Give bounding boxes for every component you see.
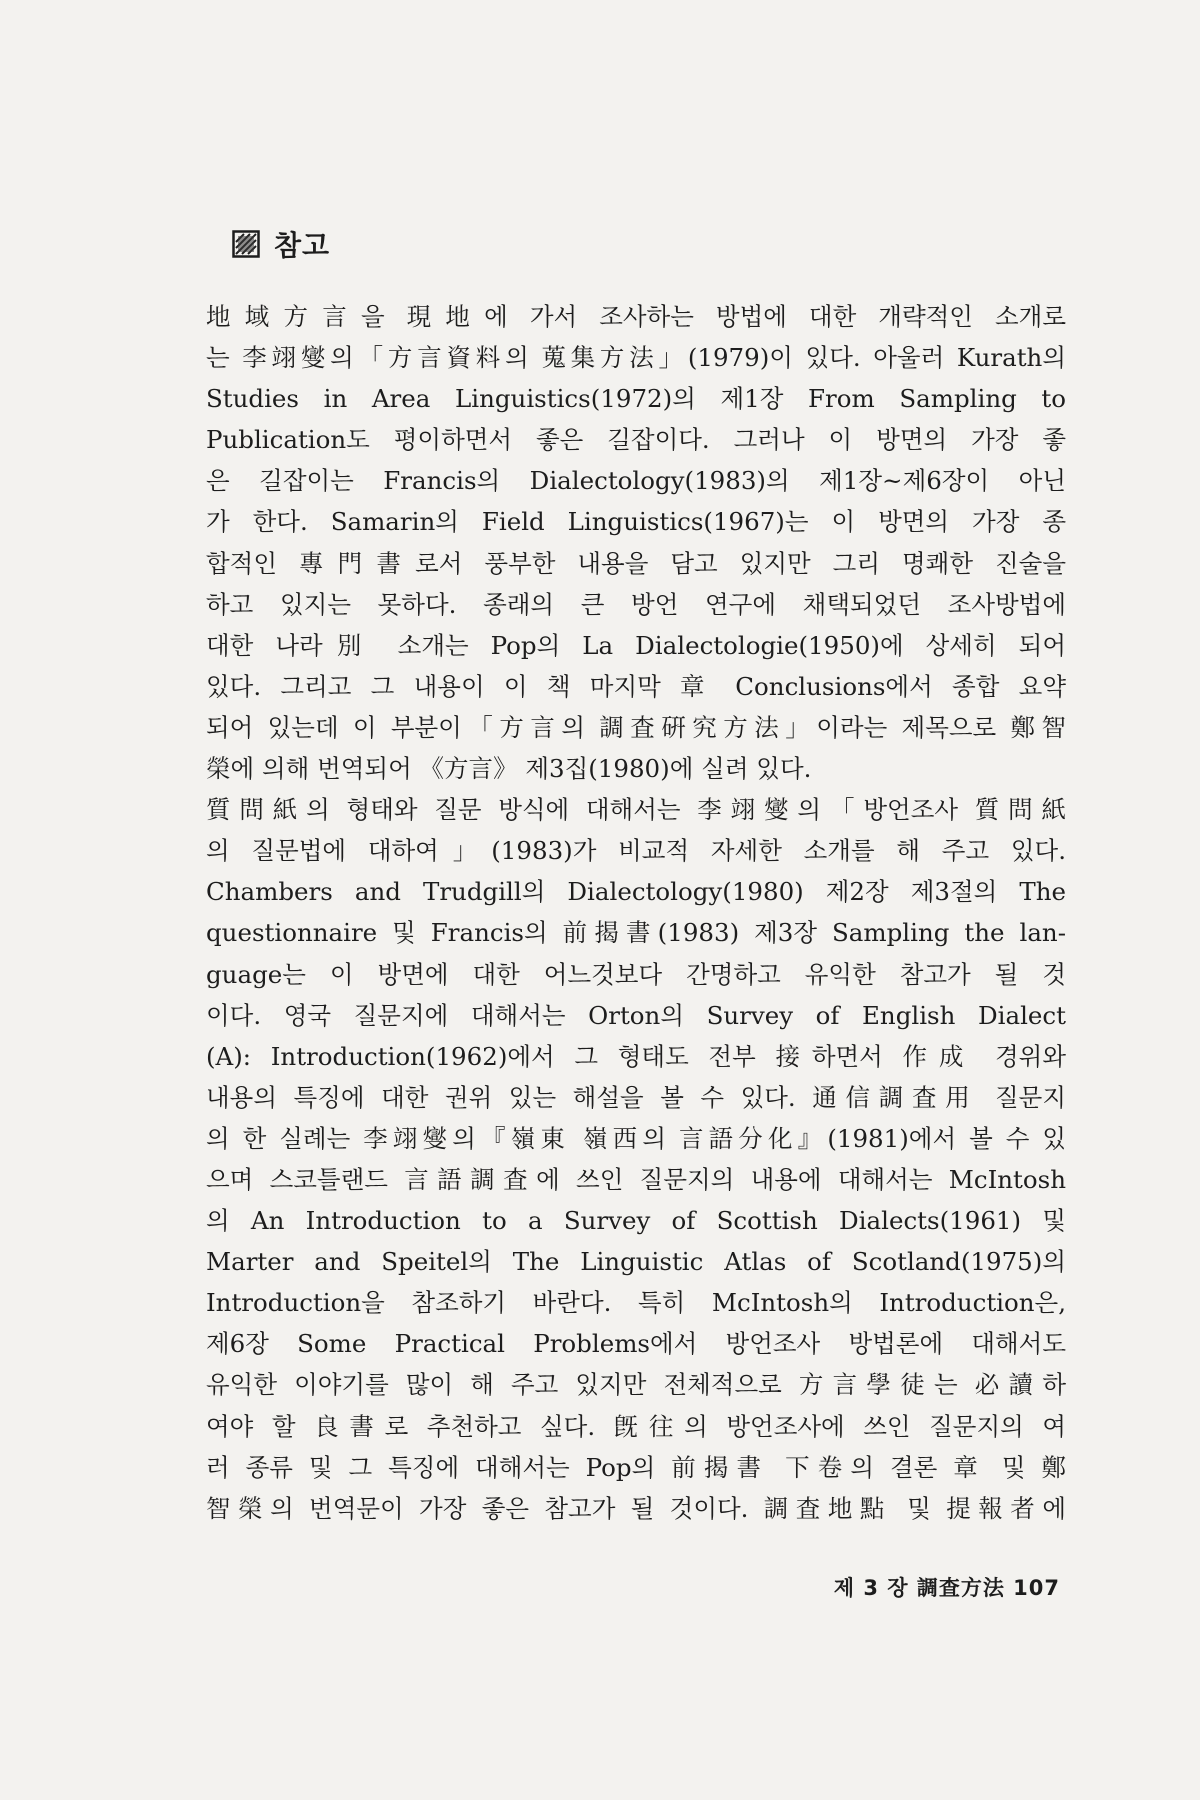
text-line: 되어 있는데 이 부분이「方言의 調査硏究方法」이라는 제목으로 鄭智: [206, 712, 1066, 742]
decorative-square-icon: [232, 230, 260, 258]
text-line: 의 한 실례는 李翊燮의『嶺東 嶺西의 言語分化』(1981)에서 볼 수 있: [206, 1123, 1066, 1153]
text-line: Studies in Area Linguistics(1972)의 제1장 From Sampling to: [206, 384, 1066, 414]
text-line: Publication도 평이하면서 좋은 길잡이다. 그러나 이 방면의 가장 좋: [206, 425, 1066, 455]
text-line: 합적인 專門書로서 풍부한 내용을 담고 있지만 그리 명쾌한 진술을: [206, 548, 1066, 578]
text-line: 地域方言을 現地에 가서 조사하는 방법에 대한 개략적인 소개로: [206, 302, 1066, 331]
text-line: guage는 이 방면에 대한 어느것보다 간명하고 유익한 참고가 될 것: [206, 959, 1066, 989]
text-line: Marter and Speitel의 The Linguistic Atlas of Scotland(1975)의: [206, 1247, 1066, 1277]
text-line: 대한 나라別 소개는 Pop의 La Dialectologie(1950)에 상세히 되어: [206, 630, 1066, 660]
text-line: 는 李翊燮의「方言資料의 蒐集方法」(1979)이 있다. 아울러 Kurath의: [206, 343, 1066, 373]
section-heading: [232, 224, 330, 264]
text-line: 智榮의 번역문이 가장 좋은 참고가 될 것이다. 調査地點 및 提報者에: [206, 1493, 1066, 1523]
text-line: Introduction을 참조하기 바란다. 특히 McIntosh의 Introduction은,: [206, 1288, 1066, 1318]
text-line: 여야 할 良書로 추천하고 싶다. 旣往의 방언조사에 쓰인 질문지의 여: [206, 1411, 1066, 1441]
text-line: 하고 있지는 못하다. 종래의 큰 방언 연구에 채택되었던 조사방법에: [206, 589, 1066, 619]
section-title: 참고: [274, 229, 331, 262]
text-line: 내용의 특징에 대한 권위 있는 해설을 볼 수 있다. 通信調査用 질문지: [206, 1082, 1066, 1112]
text-line: questionnaire 및 Francis의 前揭書(1983) 제3장 Sampling the lan-: [206, 918, 1066, 948]
text-line: 의 An Introduction to a Survey of Scottish Dialects(1961) 및: [206, 1206, 1066, 1236]
text-line: 가 한다. Samarin의 Field Linguistics(1967)는 이 방면의 가장 종: [206, 507, 1066, 537]
text-line: 은 길잡이는 Francis의 Dialectology(1983)의 제1장~제6장이 아닌: [206, 466, 1066, 496]
text-line: (A): Introduction(1962)에서 그 형태도 전부 接하면서 作成 경위와: [206, 1041, 1066, 1071]
text-line: 유익한 이야기를 많이 해 주고 있지만 전체적으로 方言學徒는 必讀하: [206, 1370, 1066, 1400]
page-footer: 제 3 장 調査方法 107: [833, 1576, 1060, 1600]
text-line: 이다. 영국 질문지에 대해서는 Orton의 Survey of English Dialect: [206, 1000, 1066, 1030]
text-line: Chambers and Trudgill의 Dialectology(1980) 제2장 제3절의 The: [206, 877, 1066, 907]
text-line: 러 종류 및 그 특징에 대해서는 Pop의 前揭書 下卷의 결론 章 및 鄭: [206, 1452, 1066, 1482]
text-line: 榮에 의해 번역되어 《方言》 제3집(1980)에 실려 있다.: [206, 754, 812, 784]
text-line: 제6장 Some Practical Problems에서 방언조사 방법론에 대해서도: [206, 1329, 1066, 1359]
body-text: [206, 296, 1066, 1529]
text-line: 있다. 그리고 그 내용이 이 책 마지막 章 Conclusions에서 종합 요약: [206, 671, 1066, 701]
text-line: 의 질문법에 대하여」(1983)가 비교적 자세한 소개를 해 주고 있다.: [206, 836, 1066, 866]
text-line: 質問紙의 형태와 질문 방식에 대해서는 李翊燮의「방언조사 質問紙: [206, 795, 1066, 825]
text-line: 으며 스코틀랜드 言語調査에 쓰인 질문지의 내용에 대해서는 McIntosh: [206, 1164, 1066, 1194]
